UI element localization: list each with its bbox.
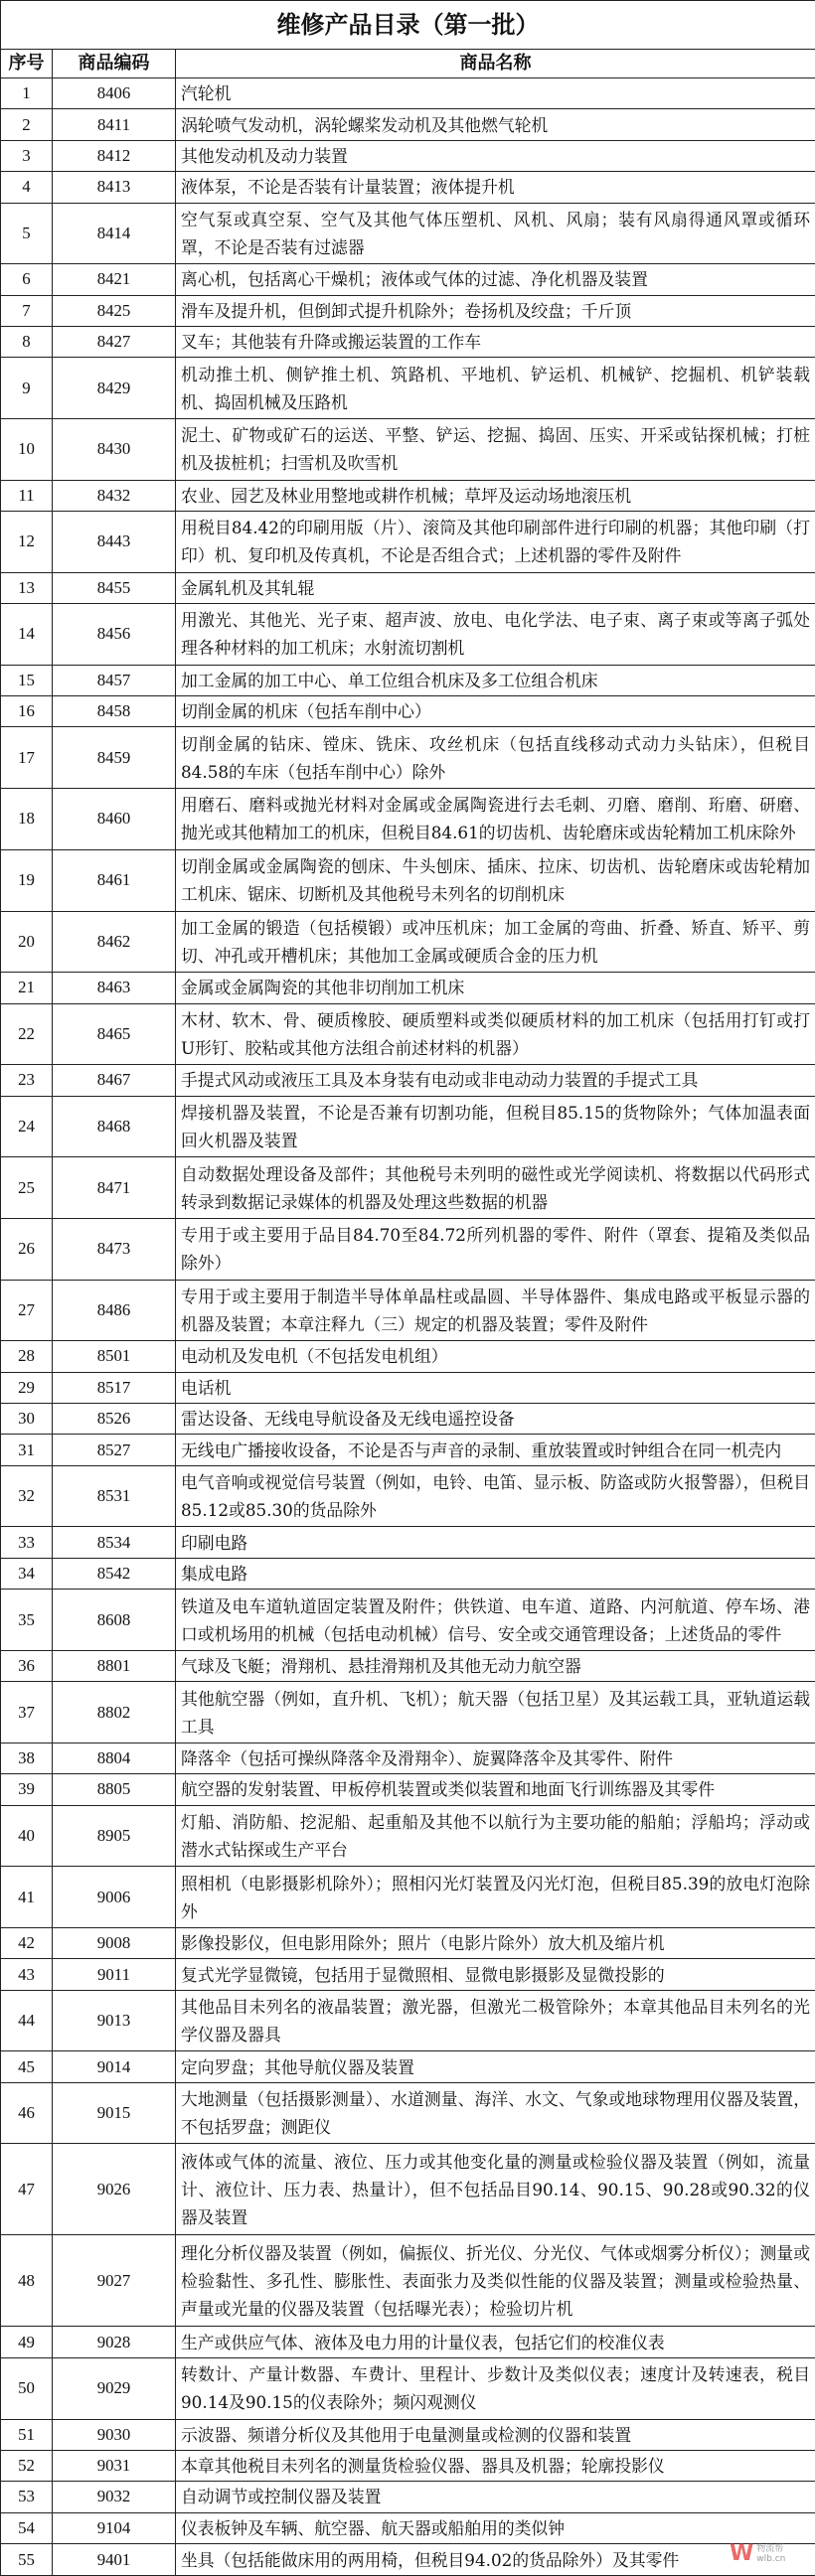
row-code: 8413: [53, 172, 176, 203]
table-row: [1, 911, 815, 973]
row-serial: 55: [1, 2544, 53, 2576]
row-serial: 49: [1, 2327, 53, 2357]
row-name: 示波器、频谱分析仪及其他用于电量测量或检测的仪器和装置: [176, 2419, 815, 2450]
row-serial: 52: [1, 2450, 53, 2481]
table-row: [1, 1590, 815, 1651]
row-code: 8412: [53, 140, 176, 171]
row-serial: 1: [1, 78, 53, 109]
row-name: 降落伞（包括可操纵降落伞及滑翔伞）、旋翼降落伞及其零件、附件: [176, 1743, 815, 1773]
table-row: [1, 1341, 815, 1372]
row-name: 坐具（包括能做床用的两用椅，但税目94.02的货品除外）及其零件: [176, 2544, 815, 2576]
row-code: 9104: [53, 2512, 176, 2543]
row-code: 9401: [53, 2544, 176, 2576]
row-serial: 4: [1, 172, 53, 203]
header-name: 商品名称: [176, 50, 815, 78]
row-serial: 12: [1, 512, 53, 573]
row-code: 8517: [53, 1372, 176, 1403]
row-name: 专用于或主要用于品目84.70至84.72所列机器的零件、附件（罩套、提箱及类似品除外）: [176, 1218, 815, 1280]
row-code: 8608: [53, 1590, 176, 1651]
table-row: [1, 78, 815, 109]
row-code: 9031: [53, 2450, 176, 2481]
row-code: 9026: [53, 2144, 176, 2235]
row-code: 8471: [53, 1157, 176, 1219]
row-serial: 54: [1, 2512, 53, 2543]
row-name: 木材、软木、骨、硬质橡胶、硬质塑料或类似硬质材料的加工机床（包括用打钉或打U形钉、胶粘或其他方法组合前述材料的机器）: [176, 1003, 815, 1065]
row-code: 8414: [53, 203, 176, 264]
table-row: [1, 2235, 815, 2327]
row-name: 理化分析仪器及装置（例如，偏振仪、折光仪、分光仪、气体或烟雾分析仪）；测量或检验黏性、多孔性、膨胀性、表面张力及类似性能的仪器及装置；测量或检验热量、声量或光量的仪器及装置（包括曝光表）；检验切片机: [176, 2235, 815, 2327]
table-row: [1, 358, 815, 419]
row-name: 印刷电路: [176, 1527, 815, 1558]
table-row: [1, 1372, 815, 1403]
row-name: 自动调节或控制仪器及装置: [176, 2482, 815, 2512]
table-row: [1, 789, 815, 850]
row-code: 8458: [53, 696, 176, 727]
row-name: 转数计、产量计数器、车费计、里程计、步数计及类似仪表；速度计及转速表，税目90.14及90.15的仪表除外；频闪观测仪: [176, 2357, 815, 2419]
row-serial: 29: [1, 1372, 53, 1403]
row-code: 8805: [53, 1774, 176, 1805]
row-serial: 46: [1, 2082, 53, 2144]
row-serial: 47: [1, 2144, 53, 2235]
row-name: 农业、园艺及林业用整地或耕作机械；草坪及运动场地滚压机: [176, 480, 815, 511]
row-code: 8527: [53, 1435, 176, 1465]
table-row: [1, 1404, 815, 1435]
row-name: 复式光学显微镜，包括用于显微照相、显微电影摄影及显微投影的: [176, 1959, 815, 1990]
table-row: [1, 665, 815, 695]
row-code: 8460: [53, 789, 176, 850]
table-row: [1, 480, 815, 511]
row-code: 8427: [53, 326, 176, 357]
row-serial: 21: [1, 973, 53, 1003]
row-name: 机动推土机、侧铲推土机、筑路机、平地机、铲运机、机械铲、挖掘机、机铲装载机、捣固机械及压路机: [176, 358, 815, 419]
table-row: [1, 1743, 815, 1773]
table-row: [1, 1928, 815, 1959]
row-name: 自动数据处理设备及部件；其他税号未列明的磁性或光学阅读机、将数据以代码形式转录到数据记录媒体的机器及处理这些数据的机器: [176, 1157, 815, 1219]
table-row: [1, 2082, 815, 2144]
page-title: 维修产品目录（第一批）: [1, 1, 815, 50]
table-row: [1, 1157, 815, 1219]
row-serial: 24: [1, 1096, 53, 1157]
row-name: 大地测量（包括摄影测量）、水道测量、海洋、水文、气象或地球物理用仪器及装置，不包括罗盘；测距仪: [176, 2082, 815, 2144]
row-name: 仪表板钟及车辆、航空器、航天器或船舶用的类似钟: [176, 2512, 815, 2543]
row-name: 航空器的发射装置、甲板停机装置或类似装置和地面飞行训练器及其零件: [176, 1774, 815, 1805]
watermark-line2: wlb.cn: [756, 2554, 786, 2564]
watermark-line1: 物流帮: [756, 2544, 784, 2554]
row-name: 用税目84.42的印刷用版（片）、滚筒及其他印刷部件进行印刷的机器；其他印刷（打印）机、复印机及传真机，不论是否组合式；上述机器的零件及附件: [176, 512, 815, 573]
row-code: 8457: [53, 665, 176, 695]
table-row: [1, 2482, 815, 2512]
table-row: [1, 2544, 815, 2576]
row-name: 专用于或主要用于制造半导体单晶柱或晶圆、半导体器件、集成电路或平板显示器的机器及装置；本章注释九（三）规定的机器及装置；零件及附件: [176, 1280, 815, 1341]
table-row: [1, 2144, 815, 2235]
row-code: 9015: [53, 2082, 176, 2144]
row-serial: 15: [1, 665, 53, 695]
row-code: 9006: [53, 1867, 176, 1928]
row-serial: 16: [1, 696, 53, 727]
row-name: 叉车；其他装有升降或搬运装置的工作车: [176, 326, 815, 357]
row-name: 用激光、其他光、光子束、超声波、放电、电化学法、电子束、离子束或等离子弧处理各种材料的加工机床；水射流切割机: [176, 604, 815, 666]
row-code: 9011: [53, 1959, 176, 1990]
row-serial: 9: [1, 358, 53, 419]
row-code: 8463: [53, 973, 176, 1003]
row-code: 8526: [53, 1404, 176, 1435]
row-name: 气球及飞艇；滑翔机、悬挂滑翔机及其他无动力航空器: [176, 1650, 815, 1681]
row-name: 手提式风动或液压工具及本身装有电动或非电动动力装置的手提式工具: [176, 1065, 815, 1096]
row-serial: 10: [1, 418, 53, 480]
row-code: 8473: [53, 1218, 176, 1280]
table-row: [1, 1280, 815, 1341]
row-code: 8905: [53, 1805, 176, 1867]
row-serial: 20: [1, 911, 53, 973]
row-serial: 35: [1, 1590, 53, 1651]
table-row: [1, 1065, 815, 1096]
table-row: [1, 203, 815, 264]
row-code: 8468: [53, 1096, 176, 1157]
table-row: [1, 1990, 815, 2051]
row-name: 金属轧机及其轧辊: [176, 572, 815, 603]
row-serial: 30: [1, 1404, 53, 1435]
row-serial: 14: [1, 604, 53, 666]
row-serial: 39: [1, 1774, 53, 1805]
row-name: 影像投影仪，但电影用除外；照片（电影片除外）放大机及缩片机: [176, 1928, 815, 1959]
row-name: 离心机，包括离心干燥机；液体或气体的过滤、净化机器及装置: [176, 264, 815, 295]
row-name: 本章其他税目未列名的测量货检验仪器、器具及机器；轮廓投影仪: [176, 2450, 815, 2481]
row-name: 涡轮喷气发动机，涡轮螺桨发动机及其他燃气轮机: [176, 109, 815, 140]
row-serial: 19: [1, 849, 53, 911]
row-serial: 6: [1, 264, 53, 295]
row-serial: 42: [1, 1928, 53, 1959]
row-name: 加工金属的加工中心、单工位组合机床及多工位组合机床: [176, 665, 815, 695]
table-row: [1, 1435, 815, 1465]
row-code: 8421: [53, 264, 176, 295]
table-row: [1, 2450, 815, 2481]
row-name: 滑车及提升机，但倒卸式提升机除外；卷扬机及绞盘；千斤顶: [176, 295, 815, 326]
table-row: [1, 1774, 815, 1805]
row-serial: 32: [1, 1465, 53, 1527]
row-name: 其他发动机及动力装置: [176, 140, 815, 171]
table-row: [1, 1867, 815, 1928]
table-row: [1, 109, 815, 140]
row-name: 定向罗盘；其他导航仪器及装置: [176, 2051, 815, 2082]
table-row: [1, 2051, 815, 2082]
row-serial: 51: [1, 2419, 53, 2450]
row-serial: 34: [1, 1558, 53, 1589]
row-name: 电动机及发电机（不包括发电机组）: [176, 1341, 815, 1372]
row-code: 8462: [53, 911, 176, 973]
row-serial: 26: [1, 1218, 53, 1280]
table-row: [1, 295, 815, 326]
row-serial: 40: [1, 1805, 53, 1867]
row-code: 9027: [53, 2235, 176, 2327]
row-code: 8501: [53, 1341, 176, 1372]
row-code: 9013: [53, 1990, 176, 2051]
row-code: 8429: [53, 358, 176, 419]
row-code: 9008: [53, 1928, 176, 1959]
row-serial: 44: [1, 1990, 53, 2051]
row-name: 液体泵，不论是否装有计量装置；液体提升机: [176, 172, 815, 203]
row-serial: 27: [1, 1280, 53, 1341]
table-row: [1, 2357, 815, 2419]
row-code: 8425: [53, 295, 176, 326]
row-serial: 13: [1, 572, 53, 603]
row-name: 无线电广播接收设备，不论是否与声音的录制、重放装置或时钟组合在同一机壳内: [176, 1435, 815, 1465]
table-row: [1, 604, 815, 666]
row-code: 8459: [53, 727, 176, 789]
row-name: 泥土、矿物或矿石的运送、平整、铲运、挖掘、捣固、压实、开采或钻探机械；打桩机及拔桩机；扫雪机及吹雪机: [176, 418, 815, 480]
row-serial: 31: [1, 1435, 53, 1465]
table-row: [1, 2419, 815, 2450]
row-name: 空气泵或真空泵、空气及其他气体压塑机、风机、风扇；装有风扇得通风罩或循环罩，不论是否装有过滤器: [176, 203, 815, 264]
row-code: 8467: [53, 1065, 176, 1096]
row-serial: 43: [1, 1959, 53, 1990]
row-serial: 38: [1, 1743, 53, 1773]
row-code: 8801: [53, 1650, 176, 1681]
table-row: [1, 1959, 815, 1990]
watermark-letter: W: [730, 2541, 754, 2566]
row-serial: 8: [1, 326, 53, 357]
row-name: 切削金属的钻床、镗床、铣床、攻丝机床（包括直线移动式动力头钻床），但税目84.58的车床（包括车削中心）除外: [176, 727, 815, 789]
table-row: [1, 140, 815, 171]
row-serial: 23: [1, 1065, 53, 1096]
row-serial: 41: [1, 1867, 53, 1928]
table-row: [1, 264, 815, 295]
row-serial: 36: [1, 1650, 53, 1681]
row-code: 8531: [53, 1465, 176, 1527]
row-name: 液体或气体的流量、液位、压力或其他变化量的测量或检验仪器及装置（例如，流量计、液位计、压力表、热量计），但不包括品目90.14、90.15、90.28或90.32的仪器及装置: [176, 2144, 815, 2235]
row-name: 金属或金属陶瓷的其他非切削加工机床: [176, 973, 815, 1003]
row-code: 8430: [53, 418, 176, 480]
row-code: 8455: [53, 572, 176, 603]
table-row: [1, 418, 815, 480]
row-code: 8802: [53, 1682, 176, 1743]
table-row: [1, 696, 815, 727]
table-row: [1, 973, 815, 1003]
row-serial: 5: [1, 203, 53, 264]
row-serial: 2: [1, 109, 53, 140]
row-name: 灯船、消防船、挖泥船、起重船及其他不以航行为主要功能的船舶；浮船坞；浮动或潜水式钻探或生产平台: [176, 1805, 815, 1867]
row-code: 9030: [53, 2419, 176, 2450]
row-code: 9028: [53, 2327, 176, 2357]
table-row: [1, 1682, 815, 1743]
row-code: 8432: [53, 480, 176, 511]
row-serial: 11: [1, 480, 53, 511]
row-code: 8542: [53, 1558, 176, 1589]
table-row: [1, 172, 815, 203]
row-name: 用磨石、磨料或抛光材料对金属或金属陶瓷进行去毛刺、刃磨、磨削、珩磨、研磨、抛光或其他精加工的机床，但税目84.61的切齿机、齿轮磨床或齿轮精加工机床除外: [176, 789, 815, 850]
row-serial: 53: [1, 2482, 53, 2512]
row-serial: 28: [1, 1341, 53, 1372]
row-serial: 17: [1, 727, 53, 789]
row-code: 8406: [53, 78, 176, 109]
row-serial: 7: [1, 295, 53, 326]
table-row: [1, 1465, 815, 1527]
row-name: 焊接机器及装置，不论是否兼有切割功能，但税目85.15的货物除外；气体加温表面回火机器及装置: [176, 1096, 815, 1157]
row-name: 加工金属的锻造（包括模锻）或冲压机床；加工金属的弯曲、折叠、矫直、矫平、剪切、冲孔或开槽机床；其他加工金属或硬质合金的压力机: [176, 911, 815, 973]
row-name: 其他航空器（例如，直升机、飞机）；航天器（包括卫星）及其运载工具，亚轨道运载工具: [176, 1682, 815, 1743]
row-name: 其他品目未列名的液晶装置；激光器，但激光二极管除外；本章其他品目未列名的光学仪器及器具: [176, 1990, 815, 2051]
row-serial: 48: [1, 2235, 53, 2327]
table-row: [1, 1805, 815, 1867]
row-code: 8443: [53, 512, 176, 573]
table-row: [1, 2327, 815, 2357]
table-row: [1, 572, 815, 603]
row-serial: 22: [1, 1003, 53, 1065]
row-name: 切削金属的机床（包括车削中心）: [176, 696, 815, 727]
row-serial: 37: [1, 1682, 53, 1743]
row-code: 8456: [53, 604, 176, 666]
row-code: 9032: [53, 2482, 176, 2512]
row-code: 8411: [53, 109, 176, 140]
row-name: 铁道及电车道轨道固定装置及附件；供铁道、电车道、道路、内河航道、停车场、港口或机场用的机械（包括电动机械）信号、安全或交通管理设备；上述货品的零件: [176, 1590, 815, 1651]
table-row: [1, 1003, 815, 1065]
table-row: [1, 326, 815, 357]
row-code: 9029: [53, 2357, 176, 2419]
row-name: 集成电路: [176, 1558, 815, 1589]
watermark-logo: [730, 2540, 801, 2568]
row-serial: 45: [1, 2051, 53, 2082]
table-row: [1, 1218, 815, 1280]
row-name: 生产或供应气体、液体及电力用的计量仪表，包括它们的校准仪表: [176, 2327, 815, 2357]
header-serial: 序号: [1, 50, 53, 78]
table-row: [1, 1650, 815, 1681]
row-code: 8461: [53, 849, 176, 911]
table-row: [1, 1527, 815, 1558]
row-code: 8486: [53, 1280, 176, 1341]
table-row: [1, 512, 815, 573]
row-code: 8534: [53, 1527, 176, 1558]
row-name: 电气音响或视觉信号装置（例如，电铃、电笛、显示板、防盗或防火报警器），但税目85.12或85.30的货品除外: [176, 1465, 815, 1527]
row-serial: 18: [1, 789, 53, 850]
row-serial: 3: [1, 140, 53, 171]
table-row: [1, 849, 815, 911]
row-name: 雷达设备、无线电导航设备及无线电遥控设备: [176, 1404, 815, 1435]
row-serial: 33: [1, 1527, 53, 1558]
table-row: [1, 1096, 815, 1157]
row-code: 8465: [53, 1003, 176, 1065]
row-serial: 50: [1, 2357, 53, 2419]
table-row: [1, 2512, 815, 2543]
row-name: 电话机: [176, 1372, 815, 1403]
header-code: 商品编码: [53, 50, 176, 78]
row-code: 9014: [53, 2051, 176, 2082]
row-serial: 25: [1, 1157, 53, 1219]
table-row: [1, 727, 815, 789]
table-row: [1, 1558, 815, 1589]
row-code: 8804: [53, 1743, 176, 1773]
row-name: 汽轮机: [176, 78, 815, 109]
row-name: 照相机（电影摄影机除外）；照相闪光灯装置及闪光灯泡，但税目85.39的放电灯泡除外: [176, 1867, 815, 1928]
row-name: 切削金属或金属陶瓷的刨床、牛头刨床、插床、拉床、切齿机、齿轮磨床或齿轮精加工机床、锯床、切断机及其他税号未列名的切削机床: [176, 849, 815, 911]
